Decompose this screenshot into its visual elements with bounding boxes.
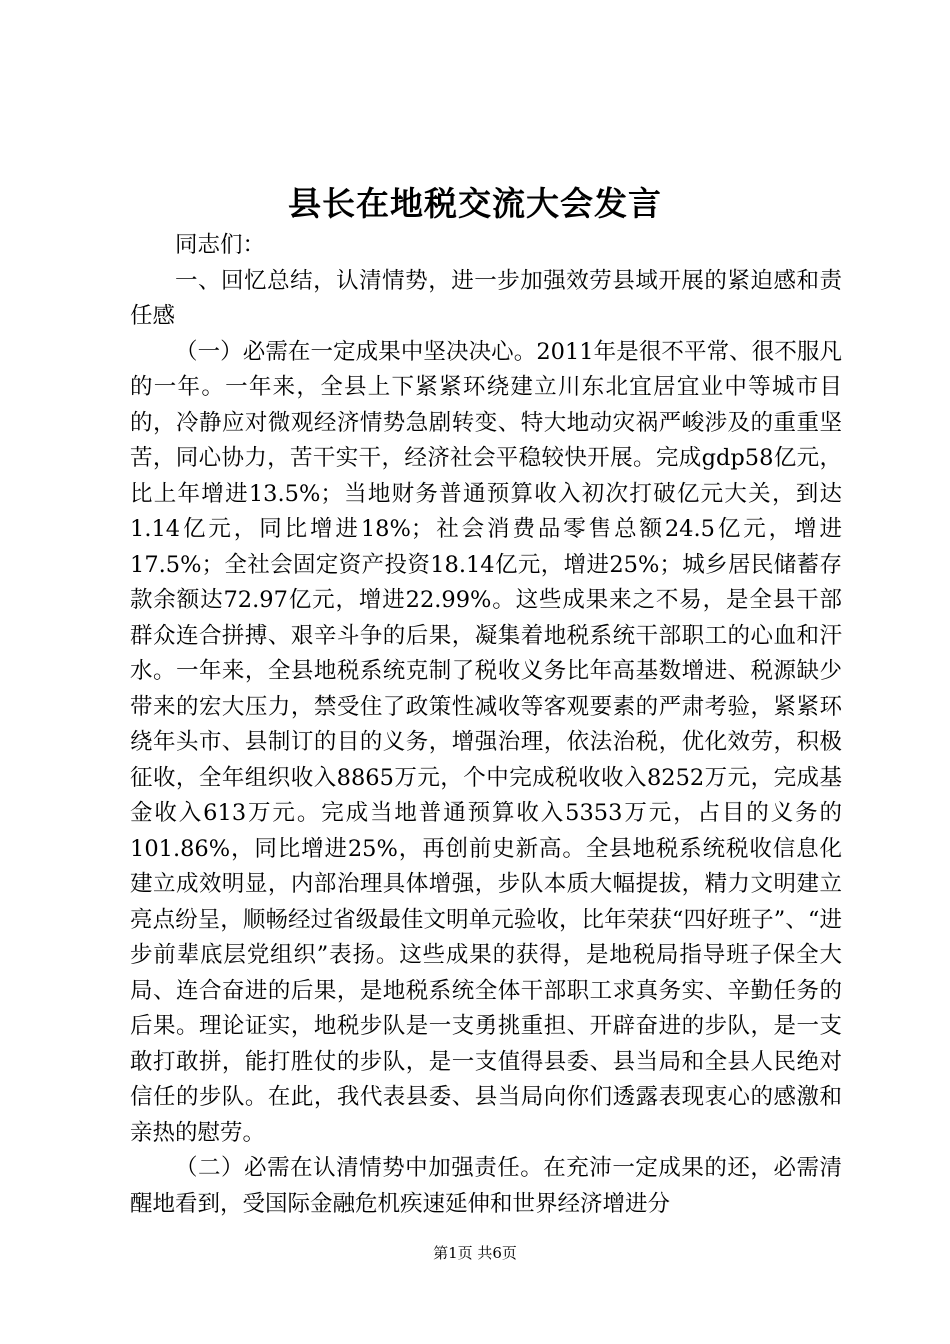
document-body bbox=[130, 228, 842, 1222]
section-heading: 一、回忆总结，认清情势，进一步加强效劳县域开展的紧迫感和责任感 bbox=[130, 267, 842, 329]
document-title: 县长在地税交流大会发言 bbox=[288, 184, 662, 223]
paragraph: （一）必需在一定成果中坚决决心。2011年是很不平常、很不服凡的一年。一年来，全县上下紧紧环绕建立川东北宜居宜业中等城市目的，冷静应对微观经济情势急剧转变、特大地动灾祸严峻涉及的重重坚苦，同心协力，苦干实干，经济社会平稳较快开展。完成gdp58亿元，比上年增进13.5%；当地财务普通预算收入初次打破亿元大关，到达1.14亿元，同比增进18%；社会消费品零售总额24.5亿元，增进17.5%；全社会固定资产投资18.14亿元，增进25%；城乡居民储蓄存款余额达72.97亿元，增进22.99%。这些成果来之不易，是全县干部群众连合拼搏、艰辛斗争的后果，凝集着地税系统干部职工的心血和汗水。一年来，全县地税系统克制了税收义务比年高基数增进、税源缺少带来的宏大压力，禁受住了政策性减收等客观要素的严肃考验，紧紧环绕年头市、县制订的目的义务，增强治理，依法治税，优化效劳，积极征收，全年组织收入8865万元，个中完成税收收入8252万元，完成基金收入613万元。完成当地普通预算收入5353万元，占目的义务的101.86%，同比增进25%，再创前史新高。全县地税系统税收信息化建立成效明显，内部治理具体增强，步队本质大幅提拔，精力文明建立亮点纷呈，顺畅经过省级最佳文明单元验收，比年荣获“四好班子”、“进步前辈底层党组织”表扬。这些成果的获得，是地税局指导班子保全大局、连合奋进的后果，是地税系统全体干部职工求真务实、辛勤任务的后果。理论证实，地税步队是一支勇挑重担、开辟奋进的步队，是一支敢打敢拼，能打胜仗的步队，是一支值得县委、县当局和全县人民绝对信任的步队。在此，我代表县委、县当局向你们透露表现衷心的感激和亲热的慰劳。 bbox=[130, 338, 842, 1146]
salutation: 同志们： bbox=[175, 232, 266, 258]
paragraph: （二）必需在认清情势中加强责任。在充沛一定成果的还，必需清醒地看到，受国际金融危机疾速延伸和世界经济增进分 bbox=[130, 1155, 842, 1217]
page-number: 第1页 共6页 bbox=[433, 1244, 517, 1262]
